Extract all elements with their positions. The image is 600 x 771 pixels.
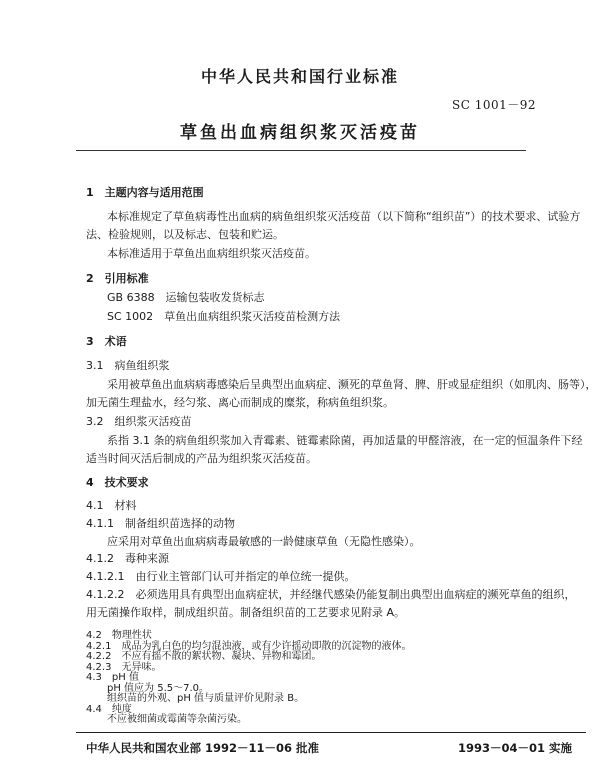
reference-gb6388: GB 6388 运输包装收发货标志 <box>107 291 265 304</box>
term-3-1-heading: 3.1 病鱼组织浆 <box>86 359 170 372</box>
clause-4-1-2-heading: 4.1.2 毒种来源 <box>86 552 169 566</box>
clause-4-3-line-1: pH 值应为 5.5～7.0。 <box>107 682 210 694</box>
clause-4-4-text: 不应被细菌或霉菌等杂菌污染。 <box>107 714 247 725</box>
approval-date: 中华人民共和国农业部 1992－11－06 批准 <box>86 741 320 755</box>
clause-4-1-1-heading: 4.1.1 制备组织苗选择的动物 <box>86 516 235 530</box>
section-1-paragraph-2: 本标准适用于草鱼出血病组织浆灭活疫苗。 <box>107 247 316 260</box>
document-title: 草鱼出血病组织浆灭活疫苗 <box>180 123 420 143</box>
section-1-paragraph-1-line-2: 法、检验规则，以及标志、包装和贮运。 <box>86 228 284 241</box>
clause-4-3-heading: 4.3 pH 值 <box>86 672 139 683</box>
reference-sc1002: SC 1002 草鱼出血病组织浆灭活疫苗检测方法 <box>107 310 341 323</box>
section-4-heading: 4 技术要求 <box>86 476 149 489</box>
standard-number: SC 1001－92 <box>452 98 537 112</box>
clause-4-2-1-text: 4.2.1 成品为乳白色的均匀混浊液，或有少许摇动即散的沉淀物的液体。 <box>86 640 412 652</box>
section-3-heading: 3 术语 <box>86 335 127 348</box>
term-3-1-definition-line-2: 加无菌生理盐水，经匀浆、离心而制成的糜浆，称病鱼组织浆。 <box>86 396 394 409</box>
footer-divider <box>76 732 586 733</box>
clause-4-1-heading: 4.1 材料 <box>86 499 137 512</box>
clause-4-3-line-2: 组织苗的外观、pH 值与质量评价见附录 B。 <box>107 693 305 704</box>
term-3-2-heading: 3.2 组织浆灭活疫苗 <box>86 415 192 428</box>
term-3-1-definition-line-1: 采用被草鱼出血病病毒感染后呈典型出血病症、濒死的草鱼肾、脾、肝或显症组织（如肌肉、肠等）， <box>107 378 597 391</box>
clause-4-1-2-2-line-2: 用无菌操作取样，制成组织苗。制备组织苗的工艺要求见附录 A。 <box>86 605 406 619</box>
clause-4-2-heading: 4.2 物理性状 <box>86 630 152 641</box>
clause-4-2-3-text: 4.2.3 无异味。 <box>86 661 162 673</box>
term-3-2-definition-line-2: 适当时间灭活后制成的产品为组织浆灭活疫苗。 <box>86 452 317 465</box>
implementation-date: 1993－04－01 实施 <box>458 741 573 755</box>
clause-4-1-1-text: 应采用对草鱼出血病病毒最敏感的一龄健康草鱼（无隐性感染）。 <box>107 534 421 548</box>
clause-4-1-2-2-line-1: 4.1.2.2 必须选用具有典型出血病症状，并经继代感染仍能复制出典型出血病症的濒死草鱼的组织， <box>86 588 576 601</box>
title-divider <box>76 150 526 151</box>
clause-4-4-heading: 4.4 纯度 <box>86 703 132 715</box>
term-3-2-definition-line-1: 系指 3.1 条的病鱼组织浆加入青霉素、链霉素除菌，再加适量的甲醛溶液，在一定的恒温条件下经 <box>107 434 583 447</box>
clause-4-1-2-1-text: 4.1.2.1 由行业主管部门认可并指定的单位统一提供。 <box>86 570 356 584</box>
section-1-heading: 1 主题内容与适用范围 <box>86 186 204 199</box>
section-1-paragraph-1-line-1: 本标准规定了草鱼病毒性出血病的病鱼组织浆灭活疫苗（以下简称“组织苗”）的技术要求、试验方 <box>107 210 581 223</box>
clause-4-2-2-text: 4.2.2 不应有摇不散的絮状物、凝块、异物和霉团。 <box>86 651 322 662</box>
issuing-organization: 中华人民共和国行业标准 <box>200 67 399 86</box>
section-2-heading: 2 引用标准 <box>86 272 149 285</box>
